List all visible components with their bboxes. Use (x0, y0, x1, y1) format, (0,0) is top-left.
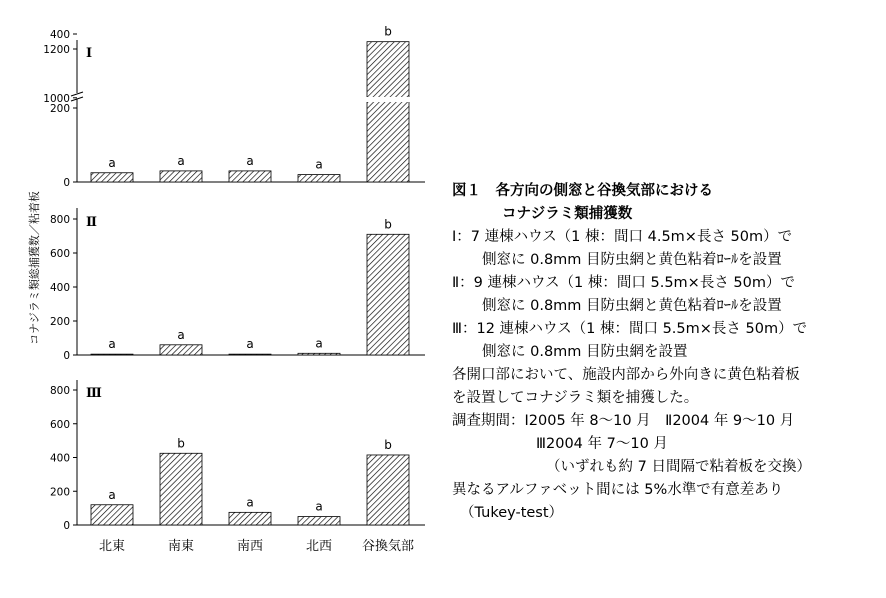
significance-letter: a (246, 337, 254, 352)
x-tick-label: 谷換気部 (361, 539, 415, 554)
bar (367, 234, 409, 355)
bar (229, 171, 271, 182)
caption-line: 調査期間：Ⅰ2005 年 8～10 月 Ⅱ2004 年 9～10 月 (452, 413, 795, 429)
bar (229, 354, 271, 355)
bar (160, 453, 202, 525)
bar (298, 517, 340, 525)
y-tick-label: 200 (49, 486, 70, 499)
caption-line: Ⅱ：9 連棟ハウス（1 棟：間口 5.5m×長さ 50m）で (452, 275, 795, 291)
x-tick-label: 北西 (305, 539, 333, 554)
bar (91, 173, 133, 182)
significance-letter: b (384, 24, 392, 39)
significance-letter: a (177, 153, 185, 168)
significance-letter: b (384, 437, 392, 452)
caption-line: を設置してコナジラミ類を捕獲した。 (452, 390, 699, 406)
significance-letter: a (315, 336, 323, 351)
significance-letter: b (384, 217, 392, 232)
y-tick-label: 0 (63, 520, 70, 532)
caption-line: 側窓に 0.8mm 目防虫網と黄色粘着ﾛｰﾙを設置 (482, 298, 782, 314)
caption-line: 各開口部において、施設内部から外向きに黄色粘着板 (452, 367, 800, 383)
y-tick-label: 1200 (43, 44, 70, 56)
significance-letter: a (108, 487, 116, 502)
panel-label: Ⅰ (86, 46, 93, 61)
significance-letter: a (108, 155, 116, 170)
significance-letter: a (108, 337, 116, 352)
significance-letter: b (177, 436, 185, 451)
bar (160, 345, 202, 355)
panel-label: Ⅲ (86, 386, 102, 401)
y-tick-label: 400 (49, 452, 70, 465)
x-tick-label: 南東 (167, 539, 195, 554)
figure-caption (452, 180, 877, 525)
caption-line: （いずれも約 7 日間隔で粘着板を交換） (546, 459, 811, 475)
y-tick-label: 200 (49, 316, 70, 328)
y-tick-label: 400 (49, 282, 70, 294)
caption-title-2: コナジラミ類捕獲数 (502, 206, 633, 222)
y-tick-label: 200 (49, 103, 70, 115)
y-tick-label: 600 (49, 418, 70, 431)
caption-line: Ⅲ：12 連棟ハウス（1 棟：間口 5.5m×長さ 50m）で (452, 321, 808, 337)
significance-letter: a (177, 327, 185, 342)
bar (91, 354, 133, 355)
y-tick-label: 600 (49, 248, 70, 260)
caption-line: （Tukey-test） (460, 505, 564, 521)
panel-label: Ⅱ (86, 215, 97, 230)
y-tick-label: 400 (49, 29, 70, 41)
y-tick-label: 800 (49, 385, 70, 397)
y-tick-label: 800 (49, 214, 70, 226)
bar (229, 512, 271, 525)
bar (298, 353, 340, 355)
caption-line: Ⅲ2004 年 7～10 月 (536, 436, 668, 452)
significance-letter: a (246, 495, 254, 510)
bar (367, 455, 409, 525)
bar (160, 171, 202, 182)
caption-line: 側窓に 0.8mm 目防虫網を設置 (482, 344, 688, 360)
y-tick-label: 0 (63, 177, 70, 189)
bar (367, 42, 409, 182)
bar (298, 175, 340, 182)
significance-letter: a (246, 153, 254, 168)
x-tick-label: 北東 (98, 539, 126, 554)
caption-line: Ⅰ：7 連棟ハウス（1 棟：間口 4.5m×長さ 50m）で (452, 229, 793, 245)
significance-letter: a (315, 499, 323, 514)
bar (91, 505, 133, 525)
y-tick-label: 0 (63, 350, 70, 362)
caption-title: 図１ 各方向の側窓と谷換気部における (452, 183, 713, 199)
significance-letter: a (315, 157, 323, 172)
y-axis-label: コナジラミ類総捕獲数／粘着板 (28, 191, 41, 345)
y-tick-label: 1000 (43, 92, 70, 105)
bar-break-gap (366, 97, 410, 102)
caption-line: 側窓に 0.8mm 目防虫網と黄色粘着ﾛｰﾙを設置 (482, 252, 782, 268)
caption-line: 異なるアルファベット間には 5%水準で有意差あり (452, 482, 784, 498)
x-tick-label: 南西 (236, 539, 264, 554)
